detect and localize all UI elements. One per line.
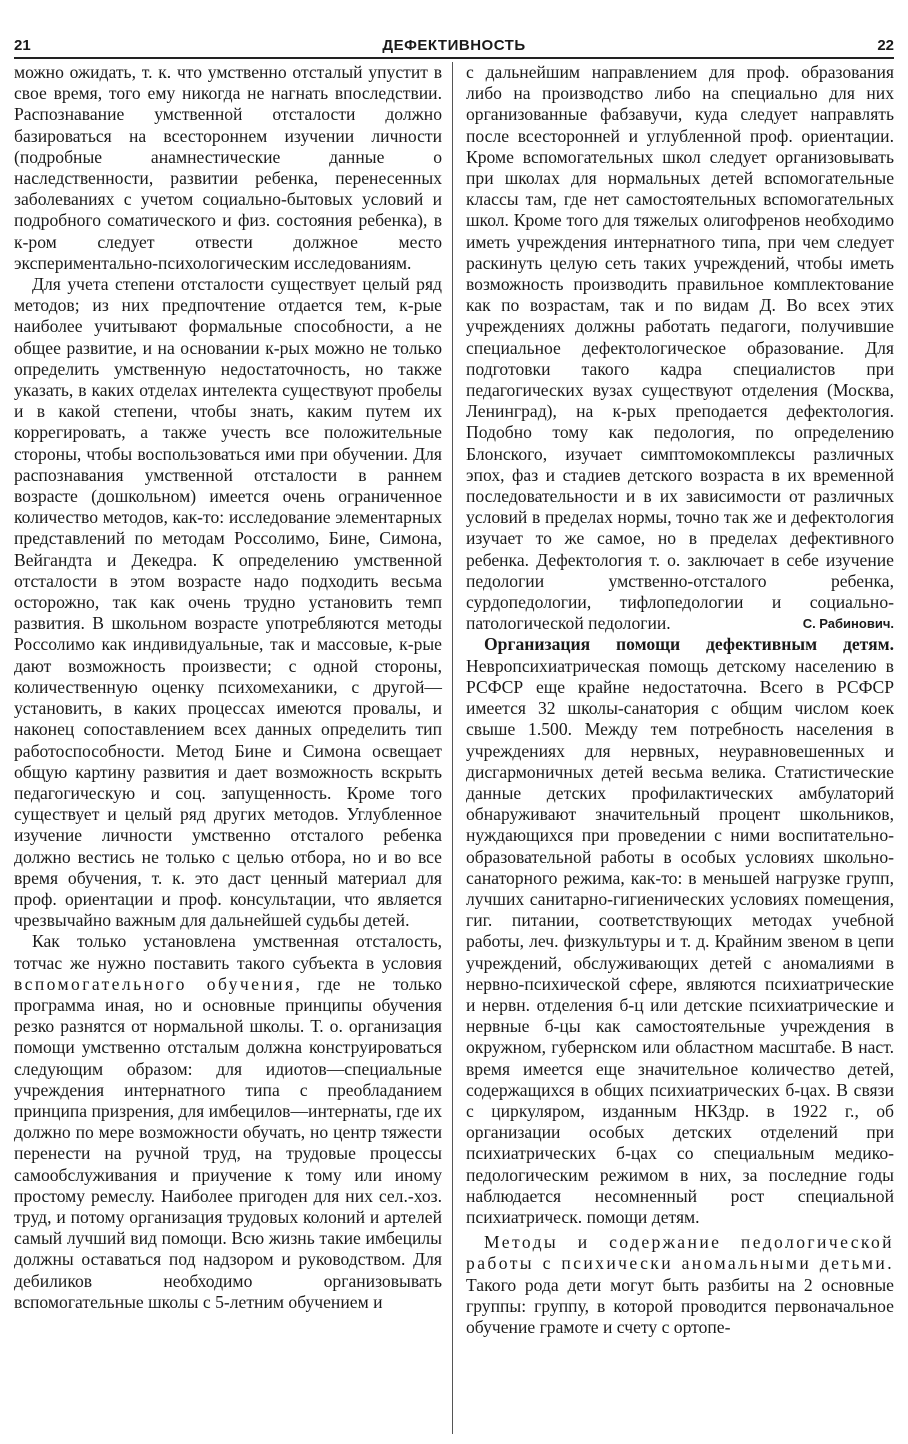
section-heading-methods: Методы и содержание педологической работы с психически аномальными детьми. [466, 1232, 894, 1274]
spaced-term-auxiliary-education: вспомогательного обучения [14, 973, 296, 994]
left-paragraph-3-start: Как только установлена умственная отсталость, тотчас же нужно поставить такого субъекта в условия [14, 931, 442, 973]
right-column [466, 62, 894, 1338]
page-number-left: 21 [14, 37, 31, 54]
left-paragraph-3 [14, 931, 442, 1313]
right-paragraph-1 [466, 62, 894, 634]
right-paragraph-3-body: Такого рода дети могут быть разбиты на 2 основные группы: группу, в которой проводится первоначальное обучение грамоте и счету с ортопе- [466, 1274, 894, 1337]
section-heading-organization: Организация помощи дефективным детям. [484, 634, 894, 655]
author-signature: С. Рабинович. [802, 616, 894, 632]
running-title: ДЕФЕКТИВНОСТЬ [382, 37, 526, 54]
left-paragraph-2: Для учета степени отсталости существует целый ряд методов; из них предпочтение отдается тем, к-рые наиболее учитывают формальные способности, а не общее развитие, и на основании к-рых можно не только определить умственную недостаточность, но также указать, в каких отделах интелекта существуют пробелы и в какой степени, чтобы знать, каким путем их коррегировать, а также учесть все положительные стороны, чтобы воспользоваться ими при обучении. Для распознавания умственной отсталости в раннем возрасте (дошкольном) имеется очень ограниченное количество методов, как-то: исследование элементарных представлений по методам Россолимо, Бине, Симона, Вейгандта и Декедра. К определению умственной отсталости в этом возрасте надо подходить весьма осторожно, так как очень трудно установить темп развития. В школьном возрасте употребляются методы Россолимо как индивидуальные, так и массовые, к-рые дают возможность произвести; с одной стороны, количественную оценку психомеханики, с другой—установить, в каких процессах имеются провалы, и наконец сопоставлением всех данных определить тип работоспособности. Метод Бине и Симона освещает общую картину развития и дает возможность вскрыть педагогическую и соц. запущенность. Кроме того существует и целый ряд других методов. Углубленное изучение личности умственно отсталого ребенка должно вестись не только с целью отбора, но и во все время обучения, т. к. это даст ценный материал для проф. ориентации и проф. консультации, что является чрезвычайно важным для дальнейшей судьбы детей. [14, 274, 442, 931]
left-paragraph-1: можно ожидать, т. к. что умственно отсталый упустит в свое время, того ему никогда не нагнать впоследствии. Распознавание умственной отсталости должно базироваться на всестороннем изучении личности (подробные анамнестические данные о наследственности, развитии ребенка, перенесенных заболеваниях с учетом социально-бытовых условий и подробного соматического и физ. состояния ребенка), в к-ром следует отвести должное место экспериментально-психологическим исследованиям. [14, 62, 442, 273]
right-paragraph-3 [466, 1232, 894, 1338]
right-paragraph-1-text: с дальнейшим направлением для проф. образования либо на производство либо на специально для них организованные фабзавучи, куда следует направлять после всесторонней и углубленной проф. ориентации. Кроме вспомогательных школ следует организовывать при школах для нормальных детей вспомогательные классы там, где нет самостоятельных вспомогательных школ. Кроме того для тяжелых олигофренов необходимо иметь учреждения интернатного типа, при чем следует раскинуть целую сеть таких учреждений, чтобы иметь возможность производить правильное комплектование как по возрастам, так и по видам Д. Во всех этих учреждениях должны работать педагоги, получившие специальное дефектологическое образование. Для подготовки такого кадра специалистов при педагогических вузах существуют отделения (Москва, Ленинград), на к-рых преподается дефектология. Подобно тому как педология, по определению Блонского, изучает симптомокомплексы различных эпох, фаз и стадиев детского возраста в их временной последовательности и в их зависимости от различных условий в пределах нормы, точно так же и дефектология изучает то же самое, но в пределах дефективного ребенка. Дефектология т. о. заключает в себе изучение педологии умственно-отсталого ребенка, сурдопедологии, тифлопедологии и социально-патологической педологии. [466, 62, 894, 634]
column-divider [452, 62, 453, 1434]
page-number-right: 22 [877, 37, 894, 54]
right-paragraph-2 [466, 634, 894, 1228]
right-paragraph-2-body: Невропсихиатрическая помощь детскому населению в РСФСР еще крайне недостаточна. Всего в РСФСР имеется 32 школы-санатория с общим числом коек свыше 1.500. Между тем потребность населения в учреждениях для нервных, неуравновешенных и дисгармоничных детей весьма велика. Статистические данные детских профилактических амбулаторий обнаруживают значительный процент школьников, нуждающихся при проведении с ними воспитательно-образовательной работы в особых условиях школьно-санаторного режима, как-то: в меньшей нагрузке групп, лучших санитарно-гигиенических условиях помещения, гиг. питании, соответствующих методах учебной работы, леч. физкультуры и т. д. Крайним звеном в цепи учреждений, обслуживающих детей с аномалиями в нервно-психической сфере, являются психиатрические и нервн. отделения б-ц или детские психиатрические и нервные б-цы как самостоятельные учреждения в окружном, губернском или областном масштабе. В наст. время имеется еще значительное количество детей, содержащихся в общих психиатрических б-цах. В связи с циркуляром, изданным НКЗдр. в 1922 г., об организации особых детских отделений при психиатрических б-цах со специальным медико-педологическим режимом в них, за последние годы наблюдается несомненный рост специальной психиатрическ. помощи детям. [466, 655, 894, 1227]
left-column [14, 62, 442, 1313]
page-header [14, 26, 894, 59]
left-paragraph-3-rest: , где не только программа иная, но и основные принципы обучения резко разнятся от нормальной школы. Т. о. организация помощи умственно отсталым должна конструироваться следующим образом: для идиотов—специальные учреждения интернатного типа с преобладанием принципа призрения, для имбецилов—интернаты, где их должно по мере возможности обучать, но центр тяжести перенести на ручной труд, на трудовые процессы самообслуживания и приучение к тому или иному простому ремеслу. Наиболее пригоден для них сел.-хоз. труд, и потому организация трудовых колоний и артелей самый лучший вид помощи. Всю жизнь такие имбецилы должны оставаться под надзором и руководством. Для дебиликов необходимо организовывать вспомогательные школы с 5-летним обучением и [14, 973, 442, 1312]
